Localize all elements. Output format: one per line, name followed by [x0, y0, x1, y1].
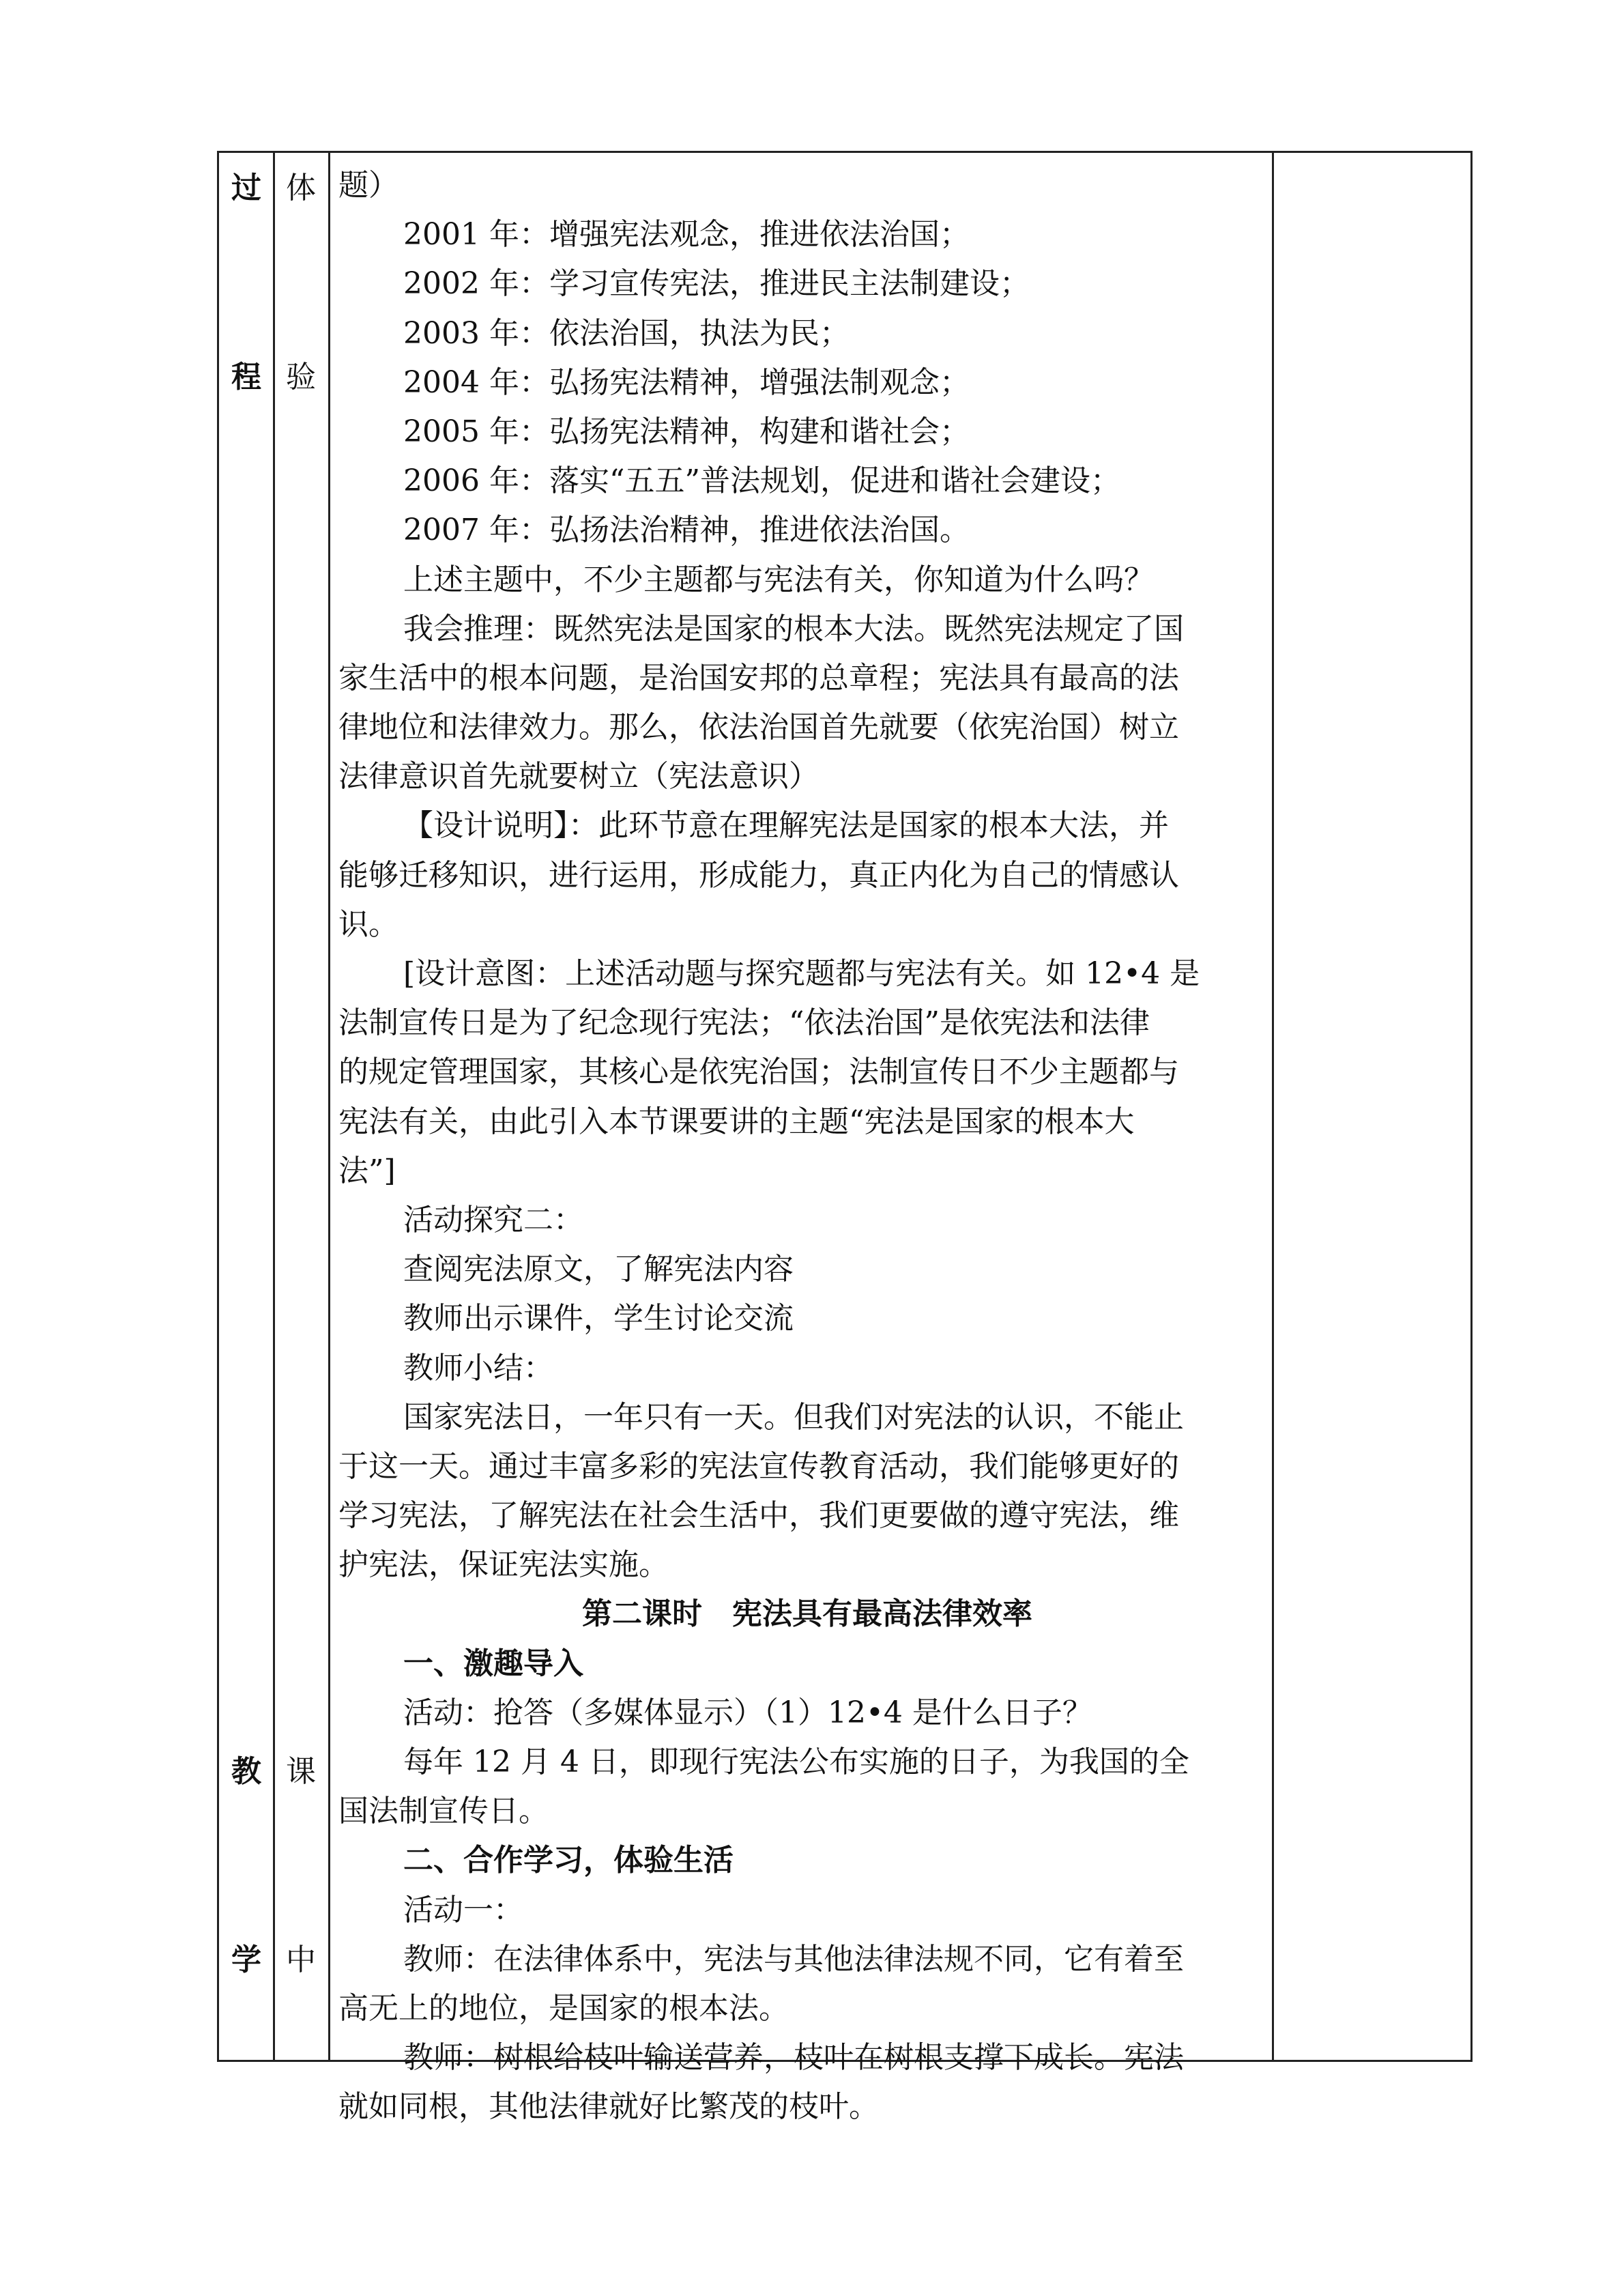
second-label-zhong: 中 [286, 1942, 316, 1977]
text-line: 国家宪法日，一年只有一天。但我们对宪法的认识，不能止 [403, 1399, 1184, 1435]
subsection-heading: 一、激趣导入 [403, 1646, 583, 1681]
lesson-content [338, 161, 1276, 2132]
second-label-ke: 课 [286, 1754, 316, 1789]
text-line: 的规定管理国家，其核心是依宪治国；法制宣传日不少主题都与 [338, 1054, 1179, 1090]
text-line: 活动：抢答（多媒体显示）（1）12•4 是什么日子？ [403, 1695, 1092, 1730]
text-line: 2006 年：落实“五五”普法规划，促进和谐社会建设； [403, 463, 1120, 499]
text-line: 教师出示课件，学生讨论交流 [403, 1301, 794, 1336]
second-label-ti: 体 [286, 171, 316, 205]
text-line: 查阅宪法原文，了解宪法内容 [403, 1252, 794, 1287]
section-heading: 第二课时 宪法具有最高法律效率 [582, 1596, 1032, 1632]
text-line: 2005 年：弘扬宪法精神，构建和谐社会； [403, 414, 970, 449]
text-line: 于这一天。通过丰富多彩的宪法宣传教育活动，我们能够更好的 [338, 1448, 1179, 1484]
text-line: 每年 12 月 4 日，即现行宪法公布实施的日子，为我国的全 [403, 1745, 1189, 1779]
column-divider-1 [273, 153, 275, 2060]
column-divider-2 [328, 153, 330, 2060]
text-line: 法制宣传日是为了纪念现行宪法；“依法治国”是依宪法和法律 [338, 1005, 1150, 1041]
subsection-heading: 二、合作学习，体验生活 [403, 1843, 734, 1878]
text-line: 【设计说明】：此环节意在理解宪法是国家的根本大法，并 [403, 808, 1169, 844]
text-line: 2002 年：学习宣传宪法，推进民主法制建设； [403, 266, 1030, 302]
left-label-xue: 学 [231, 1942, 261, 1977]
left-label-guo: 过 [231, 171, 261, 205]
text-line: 国法制宣传日。 [338, 1794, 549, 1829]
text-line: 识。 [338, 906, 398, 942]
text-line: 法”] [338, 1153, 396, 1188]
text-line: 法律意识首先就要树立（宪法意识） [338, 759, 819, 794]
text-line: 活动探究二： [403, 1202, 583, 1237]
second-label-yan: 验 [286, 360, 316, 394]
left-label-jiao: 教 [231, 1754, 261, 1789]
text-line: 宪法有关，由此引入本节课要讲的主题“宪法是国家的根本大 [338, 1104, 1135, 1139]
text-line: 2007 年：弘扬法治精神，推进依法治国。 [403, 513, 970, 548]
text-line: 2004 年：弘扬宪法精神，增强法制观念； [403, 364, 970, 400]
text-line: 教师：在法律体系中，宪法与其他法律法规不同，它有着至 [403, 1941, 1184, 1977]
left-label-cheng: 程 [231, 360, 261, 394]
text-line: 能够迁移知识，进行运用，形成能力，真正内化为自己的情感认 [338, 857, 1179, 893]
text-line: 教师：树根给枝叶输送营养，枝叶在树根支撑下成长。宪法 [403, 2040, 1184, 2076]
text-line: 2003 年：依法治国，执法为民； [403, 315, 850, 351]
text-line: 高无上的地位，是国家的根本法。 [338, 1990, 789, 2026]
text-line: 教师小结： [403, 1350, 553, 1386]
text-line: 上述主题中，不少主题都与宪法有关，你知道为什么吗？ [403, 562, 1154, 597]
text-line: 护宪法，保证宪法实施。 [338, 1547, 669, 1583]
text-line: 就如同根，其他法律就好比繁茂的枝叶。 [338, 2089, 879, 2125]
text-line: 学习宪法，了解宪法在社会生活中，我们更要做的遵守宪法，维 [338, 1498, 1179, 1534]
text-line: 题） [338, 168, 398, 203]
text-line: 家生活中的根本问题，是治国安邦的总章程；宪法具有最高的法 [338, 660, 1179, 695]
text-line: 律地位和法律效力。那么，依法治国首先就要（依宪治国）树立 [338, 710, 1179, 745]
text-line: 活动一： [403, 1892, 523, 1927]
text-line: 2001 年：增强宪法观念，推进依法治国； [403, 217, 970, 253]
text-line: [设计意图：上述活动题与探究题都与宪法有关。如 12•4 是 [403, 956, 1200, 991]
text-line: 我会推理：既然宪法是国家的根本大法。既然宪法规定了国 [403, 611, 1184, 646]
